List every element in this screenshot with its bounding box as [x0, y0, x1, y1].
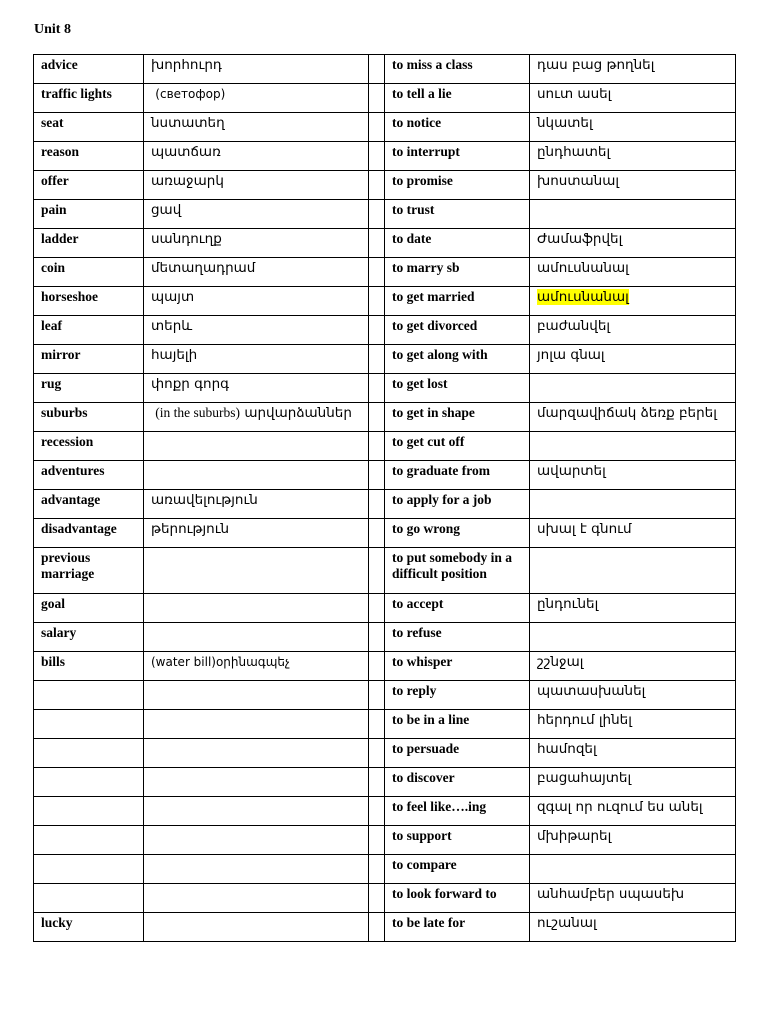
term-cell: bills: [34, 652, 144, 681]
column-gap: [369, 374, 385, 403]
term-cell: salary: [34, 623, 144, 652]
column-gap: [369, 84, 385, 113]
table-row: [34, 884, 736, 913]
table-row: [34, 229, 736, 258]
table-row: [34, 432, 736, 461]
term-cell: to put somebody in a difficult position: [385, 548, 530, 594]
table-row: [34, 594, 736, 623]
page-title: Unit 8: [34, 22, 71, 37]
term-cell: leaf: [34, 316, 144, 345]
column-gap: [369, 287, 385, 316]
translation-cell: պատճառ: [144, 142, 369, 171]
column-gap: [369, 884, 385, 913]
translation-cell: [530, 287, 736, 316]
column-gap: [369, 623, 385, 652]
column-gap: [369, 258, 385, 287]
translation-cell: [530, 374, 736, 403]
table-row: [34, 142, 736, 171]
term-cell: coin: [34, 258, 144, 287]
table-row: [34, 913, 736, 942]
column-gap: [369, 739, 385, 768]
term-cell: to apply for a job: [385, 490, 530, 519]
column-gap: [369, 113, 385, 142]
term-cell: to discover: [385, 768, 530, 797]
column-gap: [369, 548, 385, 594]
column-gap: [369, 55, 385, 84]
term-cell: to date: [385, 229, 530, 258]
term-cell: to get along with: [385, 345, 530, 374]
table-row: [34, 113, 736, 142]
table-row: [34, 171, 736, 200]
term-cell: [34, 739, 144, 768]
term-cell: traffic lights: [34, 84, 144, 113]
table-row: [34, 623, 736, 652]
column-gap: [369, 200, 385, 229]
term-cell: seat: [34, 113, 144, 142]
term-cell: to miss a class: [385, 55, 530, 84]
table-row: [34, 768, 736, 797]
term-cell: to whisper: [385, 652, 530, 681]
table-row: [34, 403, 736, 432]
term-cell: [34, 710, 144, 739]
term-cell: to tell a lie: [385, 84, 530, 113]
table-row: [34, 739, 736, 768]
translation-cell: (water bill)օրինագպեչ: [144, 652, 369, 681]
term-cell: to get married: [385, 287, 530, 316]
translation-cell: [144, 623, 369, 652]
term-cell: mirror: [34, 345, 144, 374]
column-gap: [369, 594, 385, 623]
table-row: [34, 652, 736, 681]
term-cell: [34, 884, 144, 913]
translation-cell: պայտ: [144, 287, 369, 316]
translation-cell: [530, 855, 736, 884]
translation-cell: [530, 623, 736, 652]
translation-cell: խորհուրդ: [144, 55, 369, 84]
column-gap: [369, 652, 385, 681]
term-cell: previous marriage: [34, 548, 144, 594]
term-cell: disadvantage: [34, 519, 144, 548]
translation-cell: համոզել: [530, 739, 736, 768]
column-gap: [369, 432, 385, 461]
term-cell: [34, 855, 144, 884]
table-row: [34, 548, 736, 594]
vocabulary-table: [33, 54, 736, 942]
term-cell: adventures: [34, 461, 144, 490]
term-cell: to promise: [385, 171, 530, 200]
translation-cell: [144, 548, 369, 594]
translation-cell: [530, 548, 736, 594]
term-cell: to feel like….ing: [385, 797, 530, 826]
translation-cell: թերություն: [144, 519, 369, 548]
column-gap: [369, 519, 385, 548]
translation-cell: [144, 826, 369, 855]
column-gap: [369, 403, 385, 432]
term-cell: ladder: [34, 229, 144, 258]
translation-cell: [144, 403, 369, 432]
table-row: [34, 826, 736, 855]
term-cell: lucky: [34, 913, 144, 942]
term-cell: goal: [34, 594, 144, 623]
column-gap: [369, 797, 385, 826]
term-cell: to go wrong: [385, 519, 530, 548]
translation-text: արվարձաններ: [244, 405, 352, 421]
translation-cell: մխիթարել: [530, 826, 736, 855]
translation-cell: նկատել: [530, 113, 736, 142]
translation-cell: խոստանալ: [530, 171, 736, 200]
translation-cell: նստատեղ: [144, 113, 369, 142]
term-cell: to notice: [385, 113, 530, 142]
translation-cell: բացահայտել: [530, 768, 736, 797]
translation-text: (светофор): [155, 87, 226, 101]
term-cell: to trust: [385, 200, 530, 229]
translation-cell: պատասխանել: [530, 681, 736, 710]
translation-cell: [144, 797, 369, 826]
table-row: [34, 84, 736, 113]
table-row: [34, 345, 736, 374]
translation-cell: [144, 855, 369, 884]
term-cell: to get in shape: [385, 403, 530, 432]
term-cell: to support: [385, 826, 530, 855]
translation-cell: ընդհատել: [530, 142, 736, 171]
column-gap: [369, 316, 385, 345]
translation-cell: [144, 710, 369, 739]
highlighted-translation: ամուսնանալ: [537, 289, 629, 305]
translation-cell: [530, 200, 736, 229]
translation-cell: բաժանվել: [530, 316, 736, 345]
table-row: [34, 490, 736, 519]
term-cell: to reply: [385, 681, 530, 710]
translation-cell: սանդուղք: [144, 229, 369, 258]
term-cell: to interrupt: [385, 142, 530, 171]
column-gap: [369, 171, 385, 200]
translation-cell: Ժամաֆրվել: [530, 229, 736, 258]
translation-cell: ընդունել: [530, 594, 736, 623]
translation-cell: փոքր գորգ: [144, 374, 369, 403]
term-cell: [34, 826, 144, 855]
table-row: [34, 55, 736, 84]
term-cell: to get lost: [385, 374, 530, 403]
translation-cell: [144, 768, 369, 797]
term-cell: [34, 768, 144, 797]
term-cell: advice: [34, 55, 144, 84]
translation-cell: մետաղադրամ: [144, 258, 369, 287]
translation-cell: առաջարկ: [144, 171, 369, 200]
translation-cell: անհամբեր սպասեխ: [530, 884, 736, 913]
table-row: [34, 710, 736, 739]
translation-cell: հայելի: [144, 345, 369, 374]
translation-cell: ուշանալ: [530, 913, 736, 942]
translation-cell: ավարտել: [530, 461, 736, 490]
translation-cell: [530, 432, 736, 461]
term-cell: to refuse: [385, 623, 530, 652]
column-gap: [369, 461, 385, 490]
translation-cell: [144, 739, 369, 768]
term-cell: advantage: [34, 490, 144, 519]
translation-cell: տերև: [144, 316, 369, 345]
table-row: [34, 519, 736, 548]
table-row: [34, 287, 736, 316]
table-row: [34, 855, 736, 884]
table-row: [34, 200, 736, 229]
term-cell: to be late for: [385, 913, 530, 942]
term-cell: to get divorced: [385, 316, 530, 345]
term-cell: [34, 797, 144, 826]
translation-cell: սուտ ասել: [530, 84, 736, 113]
translation-cell: շշնջալ: [530, 652, 736, 681]
table-row: [34, 374, 736, 403]
translation-cell: զգալ որ ուզում ես անել: [530, 797, 736, 826]
translation-cell: հերդում լինել: [530, 710, 736, 739]
term-cell: to compare: [385, 855, 530, 884]
term-cell: horseshoe: [34, 287, 144, 316]
translation-note: (in the suburbs): [155, 405, 241, 420]
translation-cell: [530, 490, 736, 519]
term-cell: to accept: [385, 594, 530, 623]
column-gap: [369, 913, 385, 942]
translation-cell: [144, 681, 369, 710]
translation-cell: սխալ է գնում: [530, 519, 736, 548]
term-cell: recession: [34, 432, 144, 461]
column-gap: [369, 681, 385, 710]
column-gap: [369, 710, 385, 739]
translation-cell: ամուսնանալ: [530, 258, 736, 287]
table-row: [34, 258, 736, 287]
term-cell: to be in a line: [385, 710, 530, 739]
column-gap: [369, 855, 385, 884]
table-row: [34, 316, 736, 345]
table-row: [34, 461, 736, 490]
term-cell: suburbs: [34, 403, 144, 432]
term-cell: offer: [34, 171, 144, 200]
column-gap: [369, 826, 385, 855]
column-gap: [369, 490, 385, 519]
translation-cell: [144, 913, 369, 942]
term-cell: to look forward to: [385, 884, 530, 913]
translation-cell: [144, 84, 369, 113]
column-gap: [369, 768, 385, 797]
term-cell: to graduate from: [385, 461, 530, 490]
translation-cell: [144, 461, 369, 490]
translation-cell: մարզավիճակ ձեռք բերել: [530, 403, 736, 432]
column-gap: [369, 142, 385, 171]
term-cell: pain: [34, 200, 144, 229]
translation-cell: ցավ: [144, 200, 369, 229]
term-cell: [34, 681, 144, 710]
term-cell: to marry sb: [385, 258, 530, 287]
term-cell: to persuade: [385, 739, 530, 768]
column-gap: [369, 345, 385, 374]
translation-cell: [144, 432, 369, 461]
column-gap: [369, 229, 385, 258]
term-cell: rug: [34, 374, 144, 403]
table-row: [34, 797, 736, 826]
translation-cell: դաս բաց թողնել: [530, 55, 736, 84]
translation-cell: յոլա գնալ: [530, 345, 736, 374]
table-row: [34, 681, 736, 710]
term-cell: reason: [34, 142, 144, 171]
translation-cell: առավելություն: [144, 490, 369, 519]
translation-cell: [144, 884, 369, 913]
term-cell: to get cut off: [385, 432, 530, 461]
translation-cell: [144, 594, 369, 623]
